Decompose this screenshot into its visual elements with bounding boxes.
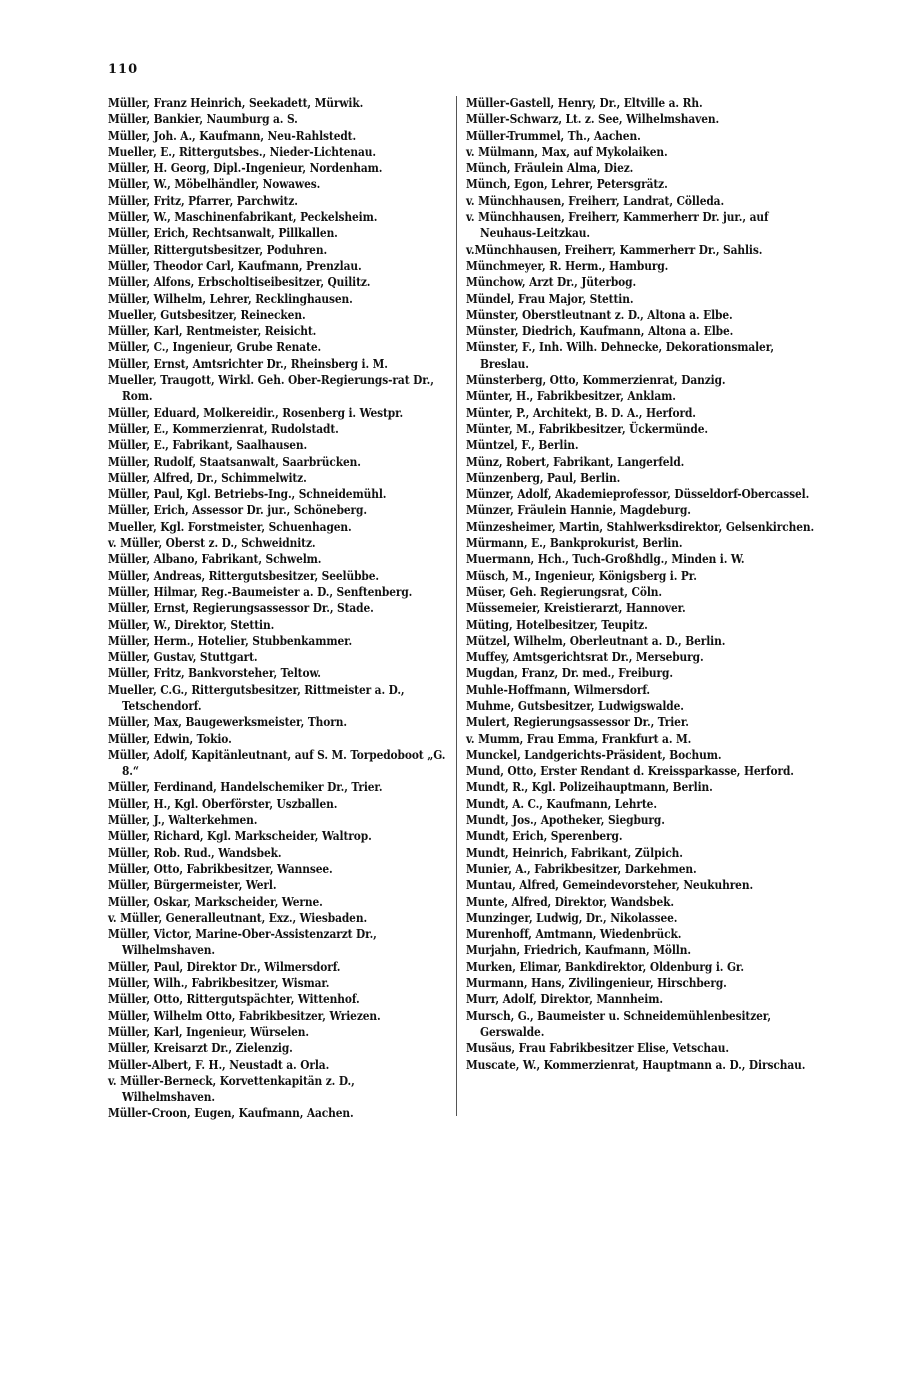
directory-entry: Müller, Herm., Hotelier, Stubbenkammer. <box>108 633 353 648</box>
left-column <box>108 95 448 1122</box>
directory-entry: Müller, Gustav, Stuttgart. <box>108 650 258 665</box>
column-divider <box>456 96 457 1116</box>
directory-entry: Müting, Hotelbesitzer, Teupitz. <box>466 617 648 632</box>
directory-entry: v. Mülmann, Max, auf Mykolaiken. <box>466 144 668 159</box>
directory-entry: Müller-Trummel, Th., Aachen. <box>466 128 641 143</box>
directory-entry: Münzer, Adolf, Akademieprofessor, Düsseldorf-Obercassel. <box>466 487 810 502</box>
directory-entry: Münster, Diedrich, Kaufmann, Altona a. Elbe. <box>466 324 734 339</box>
directory-entry: Mündel, Frau Major, Stettin. <box>466 291 634 306</box>
directory-entry: Mueller, Kgl. Forstmeister, Schuenhagen. <box>108 519 352 534</box>
directory-entry: Mundt, Heinrich, Fabrikant, Zülpich. <box>466 845 683 860</box>
directory-entry: Müller, Paul, Direktor Dr., Wilmersdorf. <box>108 959 341 974</box>
directory-entry: Munte, Alfred, Direktor, Wandsbek. <box>466 894 674 909</box>
directory-entry: Müller-Schwarz, Lt. z. See, Wilhelmshaven. <box>466 112 720 127</box>
directory-entry: Mueller, C.G., Rittergutsbesitzer, Rittmeister a. D., Tetschendorf. <box>108 682 405 713</box>
directory-entry: Münz, Robert, Fabrikant, Langerfeld. <box>466 454 685 469</box>
directory-entry: Mundt, Erich, Sperenberg. <box>466 829 623 844</box>
directory-entry: Müller, Ernst, Amtsrichter Dr., Rheinsberg i. M. <box>108 356 388 371</box>
directory-entry: Murken, Elimar, Bankdirektor, Oldenburg i. Gr. <box>466 959 744 974</box>
directory-entry: Müller, Wilhelm Otto, Fabrikbesitzer, Wriezen. <box>108 1008 381 1023</box>
directory-entry: Muhme, Gutsbesitzer, Ludwigswalde. <box>466 698 684 713</box>
directory-entry: Mulert, Regierungsassessor Dr., Trier. <box>466 715 689 730</box>
directory-entry: Münzenberg, Paul, Berlin. <box>466 470 621 485</box>
directory-entry: Müller, Rudolf, Staatsanwalt, Saarbrücken. <box>108 454 361 469</box>
directory-entry: Munckel, Landgerichts-Präsident, Bochum. <box>466 747 722 762</box>
directory-entry: Müller, Fritz, Bankvorsteher, Teltow. <box>108 666 321 681</box>
directory-entry: Mundt, A. C., Kaufmann, Lehrte. <box>466 796 657 811</box>
directory-entry: Müller, E., Kommerzienrat, Rudolstadt. <box>108 421 339 436</box>
directory-entry: Müller-Gastell, Henry, Dr., Eltville a. Rh. <box>466 96 703 110</box>
directory-entry: Müntzel, F., Berlin. <box>466 438 579 453</box>
directory-entry: Müller, Edwin, Tokio. <box>108 731 232 746</box>
directory-entry: Muscate, W., Kommerzienrat, Hauptmann a. D., Dirschau. <box>466 1057 806 1072</box>
directory-entry: Murmann, Hans, Zivilingenieur, Hirschberg. <box>466 976 727 991</box>
directory-entry: Mugdan, Franz, Dr. med., Freiburg. <box>466 666 673 681</box>
directory-entry: Müller, Hilmar, Reg.-Baumeister a. D., Senftenberg. <box>108 584 413 599</box>
directory-entry: Müller, C., Ingenieur, Grube Renate. <box>108 340 322 355</box>
directory-entry: Müller, Rittergutsbesitzer, Poduhren. <box>108 242 328 257</box>
directory-entry: Murjahn, Friedrich, Kaufmann, Mölln. <box>466 943 691 958</box>
directory-entry: Müller, Erich, Rechtsanwalt, Pillkallen. <box>108 226 338 241</box>
directory-entry: Müller, W., Möbelhändler, Nowawes. <box>108 177 321 192</box>
directory-entry: Münchow, Arzt Dr., Jüterbog. <box>466 275 637 290</box>
directory-entry: Mundt, R., Kgl. Polizeihauptmann, Berlin. <box>466 780 713 795</box>
directory-entry: Müller, Max, Baugewerksmeister, Thorn. <box>108 715 347 730</box>
directory-entry: Müller, Rob. Rud., Wandsbek. <box>108 845 282 860</box>
directory-entry: Müller, W., Direktor, Stettin. <box>108 617 275 632</box>
directory-entry: Mundt, Jos., Apotheker, Siegburg. <box>466 813 665 828</box>
directory-entry: Müller, Richard, Kgl. Markscheider, Waltrop. <box>108 829 372 844</box>
directory-entry: Müller, Fritz, Pfarrer, Parchwitz. <box>108 193 298 208</box>
directory-entry: Murr, Adolf, Direktor, Mannheim. <box>466 992 663 1007</box>
directory-entry: Mueller, Gutsbesitzer, Reinecken. <box>108 307 306 322</box>
directory-entry: Muntau, Alfred, Gemeindevorsteher, Neukuhren. <box>466 878 754 893</box>
directory-entry: v. Müller, Oberst z. D., Schweidnitz. <box>108 536 316 551</box>
directory-entry: v. Münchhausen, Freiherr, Kammerherr Dr. jur., auf Neuhaus-Leitzkau. <box>466 210 769 241</box>
directory-entry: Münzesheimer, Martin, Stahlwerksdirektor, Gelsenkirchen. <box>466 519 815 534</box>
directory-entry: Müller, Paul, Kgl. Betriebs-Ing., Schneidemühl. <box>108 487 387 502</box>
directory-entry: Münchmeyer, R. Herm., Hamburg. <box>466 258 669 273</box>
directory-entry: Mürmann, E., Bankprokurist, Berlin. <box>466 536 683 551</box>
directory-entry: Münter, M., Fabrikbesitzer, Ückermünde. <box>466 421 708 436</box>
directory-entry: Müller, Eduard, Molkereidir., Rosenberg i. Westpr. <box>108 405 404 420</box>
directory-entry: Müller, J., Walterkehmen. <box>108 813 258 828</box>
directory-entry: Müller, Wilhelm, Lehrer, Recklinghausen. <box>108 291 353 306</box>
directory-entry: Müller, H. Georg, Dipl.-Ingenieur, Nordenham. <box>108 161 383 176</box>
directory-entry: v.Münchhausen, Freiherr, Kammerherr Dr., Sahlis. <box>466 242 763 257</box>
directory-entry: Müller-Albert, F. H., Neustadt a. Orla. <box>108 1057 330 1072</box>
directory-entry: Münter, P., Architekt, B. D. A., Herford. <box>466 405 696 420</box>
directory-entry: Müller, Adolf, Kapitänleutnant, auf S. M. Torpedoboot „G. 8.“ <box>108 747 446 779</box>
directory-entry: v. Münchhausen, Freiherr, Landrat, Cölleda. <box>466 193 725 208</box>
directory-entry: Müller, Theodor Carl, Kaufmann, Prenzlau. <box>108 258 362 273</box>
directory-entry: Müller, H., Kgl. Oberförster, Uszballen. <box>108 796 338 811</box>
directory-entry: Müller, E., Fabrikant, Saalhausen. <box>108 438 308 453</box>
directory-entry: Müller, Victor, Marine-Ober-Assistenzarzt Dr., Wilhelmshaven. <box>108 927 377 958</box>
directory-entry: Müssemeier, Kreistierarzt, Hannover. <box>466 601 686 616</box>
directory-entry: Murenhoff, Amtmann, Wiedenbrück. <box>466 927 682 942</box>
directory-entry: Münzer, Fräulein Hannie, Magdeburg. <box>466 503 691 518</box>
directory-entry: Müller, Kreisarzt Dr., Zielenzig. <box>108 1041 293 1056</box>
directory-entry: Müller, Bürgermeister, Werl. <box>108 878 277 893</box>
directory-entry: Mursch, G., Baumeister u. Schneidemühlenbesitzer, Gerswalde. <box>466 1008 771 1039</box>
directory-entry: Muhle-Hoffmann, Wilmersdorf. <box>466 682 650 697</box>
right-column <box>466 95 816 1073</box>
directory-entry: Muffey, Amtsgerichtsrat Dr., Merseburg. <box>466 650 704 665</box>
directory-entry: Munzinger, Ludwig, Dr., Nikolassee. <box>466 910 678 925</box>
directory-entry: Müller, Wilh., Fabrikbesitzer, Wismar. <box>108 976 330 991</box>
directory-entry: Müller, Franz Heinrich, Seekadett, Mürwik. <box>108 96 364 110</box>
directory-entry: Müller, Bankier, Naumburg a. S. <box>108 112 298 127</box>
directory-entry: Mund, Otto, Erster Rendant d. Kreissparkasse, Herford. <box>466 764 794 779</box>
directory-entry: Mützel, Wilhelm, Oberleutnant a. D., Berlin. <box>466 633 726 648</box>
directory-entry: Münsterberg, Otto, Kommerzienrat, Danzig. <box>466 373 726 388</box>
directory-entry: Müller-Croon, Eugen, Kaufmann, Aachen. <box>108 1106 354 1121</box>
directory-entry: Munier, A., Fabrikbesitzer, Darkehmen. <box>466 861 697 876</box>
directory-entry: Müller, Andreas, Rittergutsbesitzer, Seelübbe. <box>108 568 379 583</box>
directory-entry: Müller, Ferdinand, Handelschemiker Dr., Trier. <box>108 780 383 795</box>
directory-entry: Müser, Geh. Regierungsrat, Cöln. <box>466 584 662 599</box>
directory-entry: Müller, Alfons, Erbscholtiseibesitzer, Quilitz. <box>108 275 371 290</box>
directory-entry: Musäus, Frau Fabrikbesitzer Elise, Vetschau. <box>466 1041 730 1056</box>
directory-entry: Müller, Erich, Assessor Dr. jur., Schöneberg. <box>108 503 367 518</box>
directory-entry: Müsch, M., Ingenieur, Königsberg i. Pr. <box>466 568 697 583</box>
directory-entry: v. Müller, Generalleutnant, Exz., Wiesbaden. <box>108 910 368 925</box>
directory-entry: Müller, W., Maschinenfabrikant, Peckelsheim. <box>108 210 378 225</box>
directory-entry: v. Mumm, Frau Emma, Frankfurt a. M. <box>466 731 692 746</box>
directory-entry: Muermann, Hch., Tuch-Großhdlg., Minden i. W. <box>466 552 745 567</box>
directory-entry: Münch, Fräulein Alma, Diez. <box>466 161 634 176</box>
page-number: 110 <box>108 62 139 77</box>
directory-entry: Müller, Otto, Fabrikbesitzer, Wannsee. <box>108 861 333 876</box>
directory-entry: Münster, F., Inh. Wilh. Dehnecke, Dekorationsmaler, Breslau. <box>466 340 774 371</box>
directory-entry: Müller, Joh. A., Kaufmann, Neu-Rahlstedt. <box>108 128 357 143</box>
directory-entry: Münter, H., Fabrikbesitzer, Anklam. <box>466 389 676 404</box>
directory-entry: Mueller, Traugott, Wirkl. Geh. Ober-Regierungs-rat Dr., Rom. <box>108 373 434 404</box>
directory-entry: Müller, Albano, Fabrikant, Schwelm. <box>108 552 322 567</box>
directory-entry: Münch, Egon, Lehrer, Petersgrätz. <box>466 177 668 192</box>
directory-entry: Müller, Karl, Rentmeister, Reisicht. <box>108 324 317 339</box>
directory-entry: Münster, Oberstleutnant z. D., Altona a. Elbe. <box>466 307 733 322</box>
directory-entry: v. Müller-Berneck, Korvettenkapitän z. D., Wilhelmshaven. <box>108 1073 355 1105</box>
directory-entry: Müller, Oskar, Markscheider, Werne. <box>108 894 323 909</box>
directory-entry: Müller, Ernst, Regierungsassessor Dr., Stade. <box>108 601 374 616</box>
directory-entry: Mueller, E., Rittergutsbes., Nieder-Lichtenau. <box>108 144 376 159</box>
directory-entry: Müller, Karl, Ingenieur, Würselen. <box>108 1024 309 1039</box>
directory-entry: Müller, Alfred, Dr., Schimmelwitz. <box>108 470 307 485</box>
directory-entry: Müller, Otto, Rittergutspächter, Wittenhof. <box>108 992 360 1007</box>
